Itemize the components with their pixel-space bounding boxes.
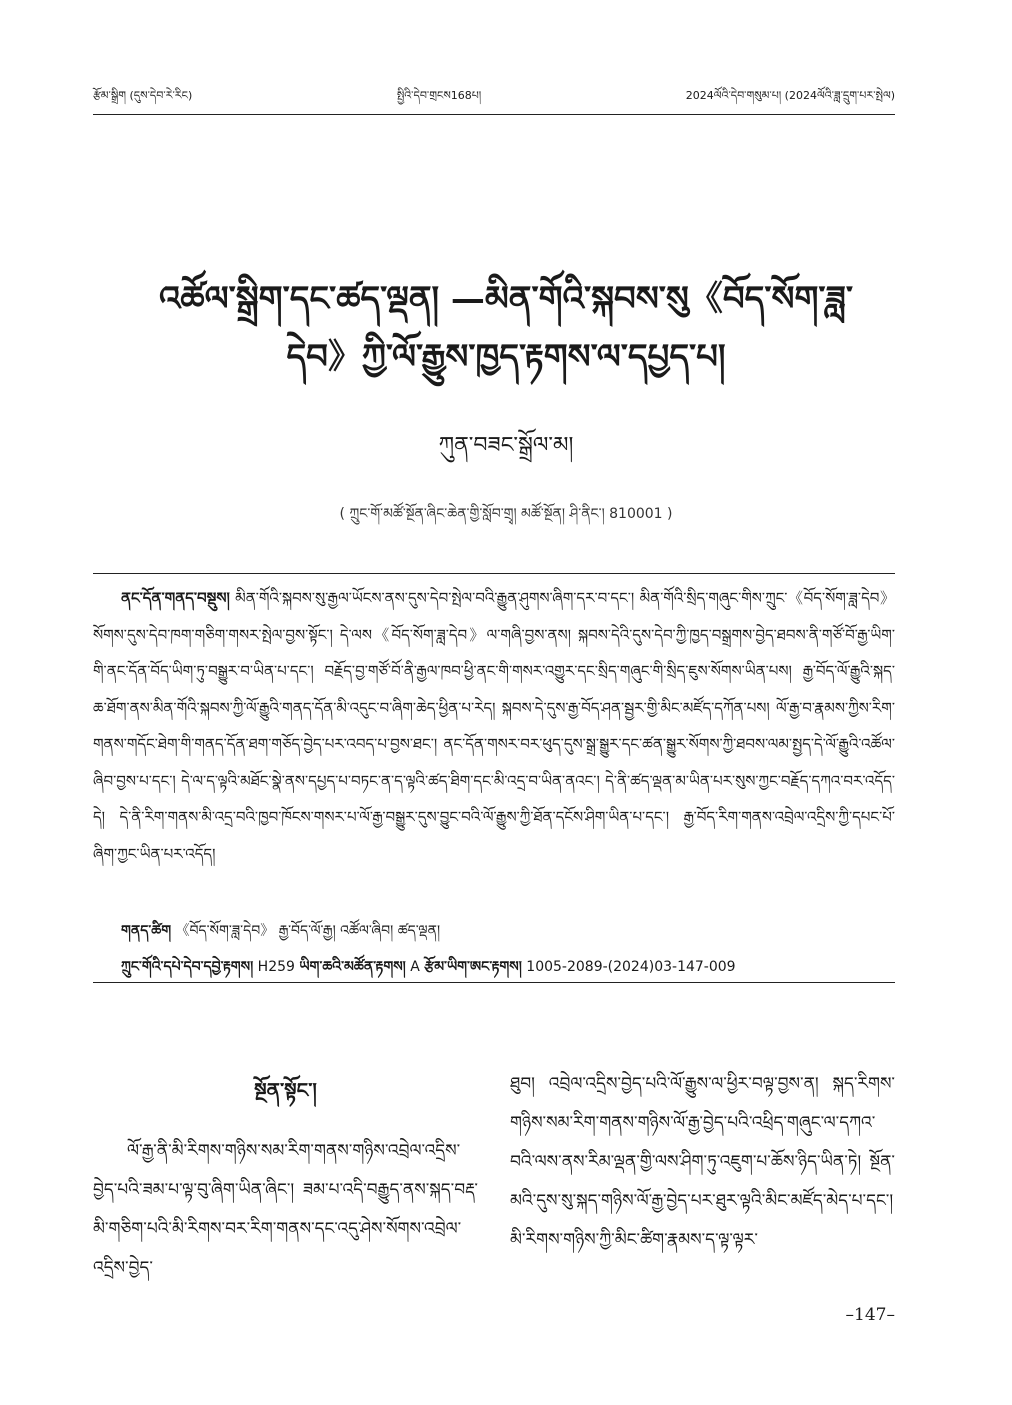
abstract-text: མིན་གོའི་སྐབས་སུ་རྒྱལ་ཡོངས་ནས་དུས་དེབ་སྤེལ་བའི་རྒྱུན་ཤུགས་ཞིག་དར་བ་དང་། མིན་གོའི་སྲིད་གཞུང་གིས་ཀྲུང་《བོད་སོག་ཟླ་དེབ》སོགས་དུས་དེབ་ཁག་གཅིག་གསར་སྤེལ་བྱས་སྟོང་། དེ་ལས《བོད་སོག་ཟླ་དེབ》ལ་གཞི་བྱས་ནས། སྐབས་དེའི་དུས་དེབ་ཀྱི་ཁྱད་བསྒྲགས་བྱེད་ཐབས་ནི་གཙོ་བོ་རྒྱ་ཡིག་གི་ནང་དོན་བོད་ཡིག་ཏུ་བསྒྱུར་བ་ཡིན་པ་དང་། བརྗོད་བྱ་གཙོ་བོ་ནི་རྒྱལ་ཁབ་ཕྱི་ནང་གི་གསར་འགྱུར་དང་སྲིད་གཞུང་གི་སྲིད་ཇུས་སོགས་ཡིན་པས། རྒྱ་བོད་ལོ་རྒྱུའི་སྐད་ཆ་ཐོག་ནས་མིན་གོའི་སྐབས་ཀྱི་ལོ་རྒྱུའི་གནད་དོན་མི་འདུང་བ་ཞིག་ཆེད་ཕྱིན་པ་རེད། སྐབས་དེ་དུས་རྒྱ་བོད་ཤན་སྦྱར་གྱི་མིང་མཛོད་དཀོན་པས། ལོ་རྒྱ་བ་རྣམས་ཀྱིས་རིག་གནས་གདོང་ཐེག་གི་གནད་དོན་ཐག་གཅོད་བྱེད་པར་འབད་པ་བྱས་ཐང་། ནང་དོན་གསར་བར་ཕུད་དུས་སྒྲ་སྒྱུར་དང་ཚན་སྒྱུར་སོགས་ཀྱི་ཐབས་ལམ་སྤྱད་དེ་ལོ་རྒྱུའི་འཚོལ་ཞིབ་བྱས་པ་དང་། དེ་ལ་ད་ལྟའི་མཐོང་སྣེ་ནས་དཔྱད་པ་བཏང་ན་ད་ལྟའི་ཚད་ཐིག་དང་མི་འདྲ་བ་ཡིན་ནའང་། དེ་ནི་ཚད་ལྡན་མ་ཡིན་པར་སུས་ཀྱང་བརྗོད་དཀའ་བར་འདོད་དེ། དེ་ནི་རིག་གནས་མི་འདྲ་བའི་ཁྱབ་ཁོངས་གསར་པ་ལོ་རྒྱ་བསྒྱུར་དུས་བྱུང་བའི་ལོ་རྒྱུས་ཀྱི་ཐོན་དངོས་ཤིག་ཡིན་པ་དང་། རྒྱ་བོད་རིག་གནས་འབྲེལ་འདྲིས་ཀྱི་དཔང་པོ་ཞིག་ཀྱང་ཡིན་པར་འདོད། [93,589,895,863]
header-divider [93,114,895,115]
body-column-right [510,1065,895,1260]
abstract-box [93,573,895,983]
document-code-value: A [410,959,420,975]
classification-value: H259 [257,959,295,975]
body-column-left [93,1065,478,1288]
article-number-label: རྩོམ་ཡིག་ཨང་རྟགས། [424,959,522,975]
article-number-value: 1005-2089-(2024)03-147-009 [526,959,736,975]
keywords-line [121,914,895,954]
author-name: ཀུན་བཟང་སྒྲོལ་མ། [438,433,574,458]
section-heading: སྔོན་སྟོང་། [254,1078,317,1102]
abstract-label: ནང་དོན་གནད་བསྡུས། [121,589,230,607]
classification-label: ཀྲུང་གོའི་དཔེ་དེབ་དབྱེ་རྟགས། [121,959,254,975]
document-code-label: ཡིག་ཆའི་མཚོན་རྟགས། [299,959,406,975]
keywords-text: 《བོད་སོག་ཟླ་དེབ》 རྒྱ་བོད་ལོ་རྒྱ། འཚོལ་ཞིབ། ཚད་ལྡན། [175,923,441,939]
body-paragraph: ལོ་རྒྱ་ནི་མི་རིགས་གཉིས་སམ་རིག་གནས་གཉིས་འབྲེལ་འདྲིས་བྱེད་པའི་ཟམ་པ་ལྟ་བུ་ཞིག་ཡིན་ཞིང་། ཟམ་པ་འདི་བརྒྱུད་ནས་སྐད་བརྡ་མི་གཅིག་པའི་མི་རིགས་བར་རིག་གནས་དང་འདུ་ཤེས་སོགས་འབྲེལ་འདྲིས་བྱེད་ [93,1141,478,1278]
body-paragraph-continued: ཐུབ། འབྲེལ་འདྲིས་བྱེད་པའི་ལོ་རྒྱུས་ལ་ཕྱིར་བལྟ་བྱས་ན། སྐད་རིགས་གཉིས་སམ་རིག་གནས་གཉིས་ལོ་རྒྱ་བྱེད་པའི་འཕྲིད་གཞུང་ལ་དཀའ་བའི་ལས་ནས་རིམ་ལྡན་གྱི་ལས་ཤིག་ཏུ་འཇུག་པ་ཆོས་ཉིད་ཡིན་ཏེ། སྔོན་མའི་དུས་སུ་སྐད་གཉིས་ལོ་རྒྱ་བྱེད་པར་ཐུར་ལྟའི་མིང་མཛོད་མེད་པ་དང་། མི་རིགས་གཉིས་ཀྱི་མིང་ཚིག་རྣམས་ད་ལྟ་ལྟར་ [510,1074,895,1250]
running-header [93,89,895,114]
article-title: འཚོལ་སྒྲིག་དང་ཚད་ལྡན། —མིན་གོའི་སྐབས་སུ《བོད་སོག་ཟླ་དེབ》ཀྱི་ལོ་རྒྱུས་ཁྱད་རྟགས་ལ་དཔྱད་པ། [158,279,854,377]
keywords-label: གནད་ཚིག [121,923,172,939]
abstract [93,580,895,872]
header-journal-name: རྩོམ་སྒྲིག (དུས་དེབ་རེ་རིང) [93,89,193,102]
page-number: –147– [845,1305,895,1325]
header-issue-number: སྤྱིའི་དེབ་གྲངས168པ། [396,89,482,102]
header-issue-date: 2024ལོའི་དེབ་གསུམ་པ། (2024ལོའི་ཟླ་དྲུག་པར་སྤེལ) [685,89,895,102]
author-affiliation: ( ཀྲུང་གོ་མཚོ་སྔོན་ཞིང་ཆེན་གྱི་སློབ་གྲྭ། མཚོ་སྔོན། ཤི་ནིང་། 810001 ) [339,506,673,522]
classification-line [121,950,895,990]
